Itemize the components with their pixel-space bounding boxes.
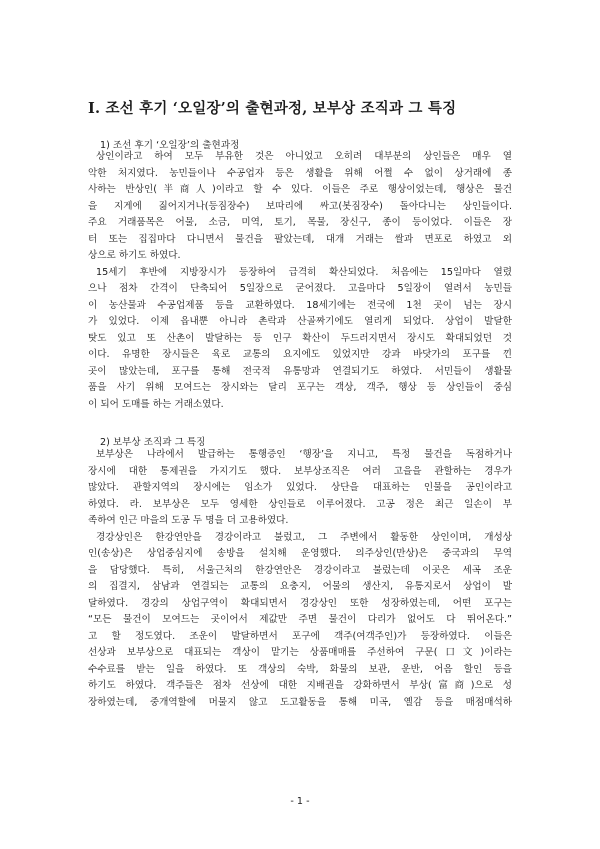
section-2-line: 수수료를 받는 일을 하였다. 또 객상의 숙박, 화물의 보관, 운반, 어음 할인 등을: [88, 664, 512, 675]
document-title: Ⅰ. 조선 후기 ‘오일장’의 출현과정, 보부상 조직과 그 특징: [88, 100, 457, 117]
section-2-line: 을 담당했다. 특히, 서울근처의 한강연안은 경강이라고 불렀는데 이곳은 세곡 조운: [88, 565, 512, 576]
section-1-line: 상으로 하기도 하였다.: [88, 250, 181, 261]
section-2-heading: 2) 보부상 조직과 그 특징: [100, 437, 206, 448]
section-2-line: 인(송상)은 상업중심지에 송방을 설치해 운영했다. 의주상인(만상)은 중국과의 무역: [88, 548, 512, 559]
section-1-line: 탓도 있고 또 산촌이 발달하는 등 인구 확산이 두드러지면서 장시도 확대되었던 것: [88, 333, 512, 344]
section-1-line: 을 지게에 짊어지거나(등짐장수) 보따리에 싸고(봇짐장수) 돌아다니는 상인들이다.: [88, 201, 512, 212]
section-2-line: 의 집결지, 삼남과 연결되는 교통의 요충지, 어물의 생산지, 유통지로서 상업이 발: [88, 581, 512, 592]
section-2-line: 경강상인은 한강연안을 경강이라고 불렀고, 그 주변에서 활동한 상인이며, 개성상: [96, 532, 512, 543]
section-1-line: 이다. 유명한 장시들은 육로 교통의 요지에도 있었지만 강과 바닷가의 포구를 낀: [88, 349, 512, 360]
section-2-line: 하였다. 라. 보부상은 모두 영세한 상인들로 이루어졌다. 고공 정은 최근 일손이 부: [88, 499, 512, 510]
section-1-line: 곳이 많았는데, 포구를 통해 전국적 유통망과 연결되기도 하였다. 서민들이 생활물: [88, 366, 512, 377]
page-number: - 1 -: [290, 796, 310, 807]
section-1-line: 이 농산물과 수공업제품 등을 교환하였다. 18세기에는 전국에 1천 곳이 넘는 장시: [88, 300, 512, 311]
section-1-heading: 1) 조선 후기 ‘오일장’의 출현과정: [100, 140, 240, 151]
section-1-line: 주요 거래품목은 어물, 소금, 미역, 토기, 목물, 장신구, 종이 등이었다. 이들은 장: [88, 217, 512, 228]
section-1-line: 터 또는 집집마다 다니면서 물건을 팔았는데, 대개 거래는 쌀과 면포로 하였고 외: [88, 234, 512, 245]
section-1-line: 상인이라고 하여 모두 부유한 것은 아니었고 오히려 대부분의 상인들은 매우 열: [96, 151, 512, 162]
section-2-line: 족하여 인근 마을의 도공 두 명을 더 고용하였다.: [88, 515, 289, 526]
section-2-line: 고 할 정도였다. 조운이 발달하면서 포구에 객주(여객주인)가 등장하였다. 이들은: [88, 631, 512, 642]
section-1-line: 이 되어 도매를 하는 거래소였다.: [88, 399, 224, 410]
section-2-line: 달하였다. 경강의 상업구역이 확대되면서 경강상인 또한 성장하였는데, 어떤 포구는: [88, 598, 512, 609]
section-2-line: 보부상은 나라에서 발급하는 통행증인 ‘행장’을 지니고, 특정 물건을 독점하거나: [96, 449, 512, 460]
section-2-line: 선상과 보부상으로 대표되는 객상이 맡기는 상품매매를 주선하여 구문(口文)이라는: [88, 647, 512, 658]
section-1-line: 악한 처지였다. 농민들이나 수공업자 등은 생활을 위해 어쩔 수 없이 상거래에 종: [88, 168, 512, 179]
section-1-line: 품을 사기 위해 모여드는 장시와는 달리 포구는 객상, 객주, 행상 등 상인들이 중심: [88, 382, 512, 393]
section-2-line: 많았다. 관할지역의 장시에는 임소가 있었다. 상단을 대표하는 인물을 공인이라고: [88, 482, 512, 493]
section-2-line: 하기도 하였다. 객주들은 점차 선상에 대한 지배권을 강화하면서 부상(富商)으로 성: [88, 680, 512, 691]
section-1-line: 가 있었다. 이제 읍내뿐 아니라 촌락과 산골짜기에도 열리게 되었다. 상업이 발달한: [88, 316, 512, 327]
section-1-line: 사하는 반상인(半商人)이라고 할 수 있다. 이들은 주로 행상이었는데, 행상은 물건: [88, 184, 512, 195]
section-1-line: 으나 점차 간격이 단축되어 5일장으로 굳어졌다. 고을마다 5일장이 열려서 농민들: [88, 283, 512, 294]
section-1-line: 15세기 후반에 지방장시가 등장하여 급격히 확산되었다. 처음에는 15일마다 열렸: [96, 267, 512, 278]
section-2-line: 장시에 대한 통제권을 가지기도 했다. 보부상조직은 여러 고을을 관할하는 경우가: [88, 466, 512, 477]
section-2-line: 장하였는데, 중개역할에 머물지 않고 도고활동을 통해 미곡, 옐감 등을 매점매석하: [88, 697, 512, 708]
section-2-line: “모든 물건이 모여드는 곳이어서 제값만 주면 물건이 다리가 없어도 다 뛰어온다.”: [88, 614, 512, 625]
